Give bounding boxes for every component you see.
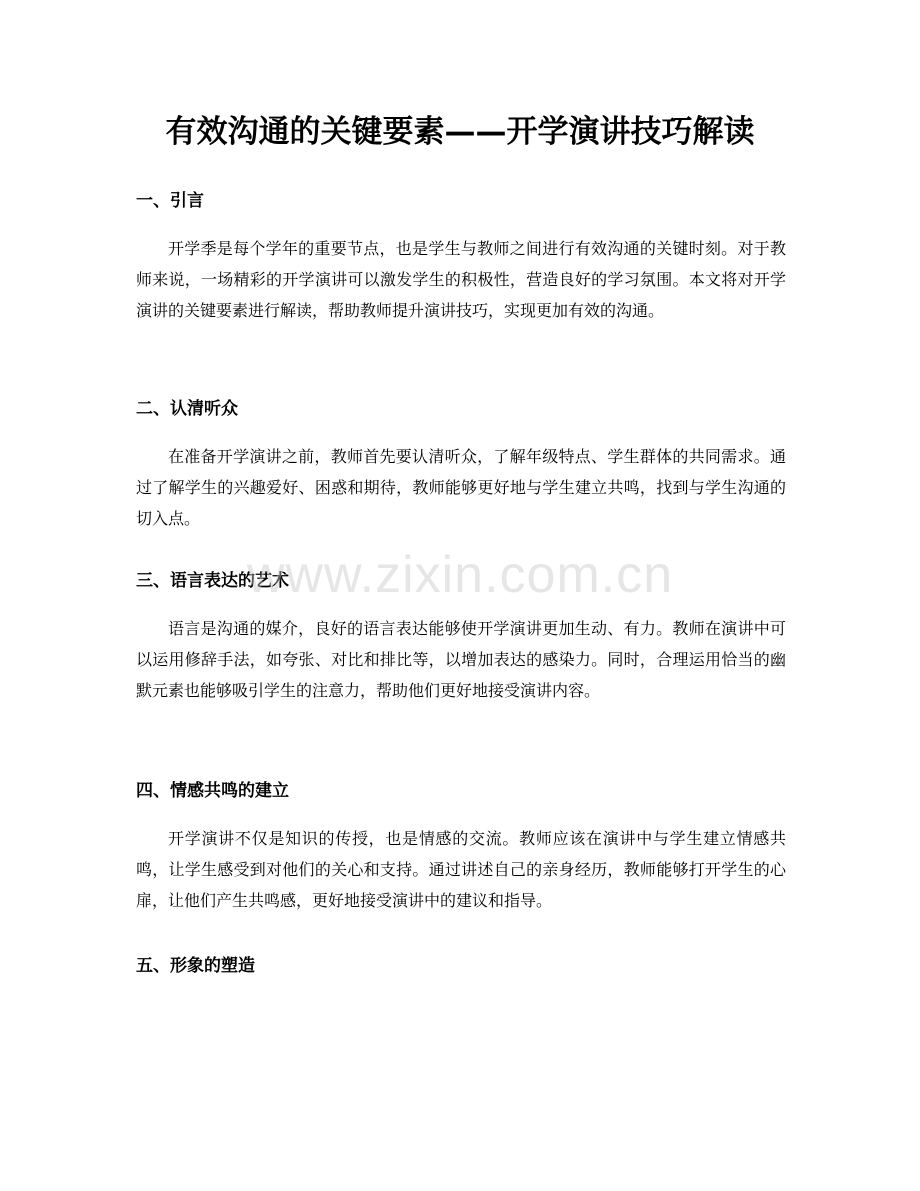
section-paragraph-emotion: 开学演讲不仅是知识的传授，也是情感的交流。教师应该在演讲中与学生建立情感共鸣，让学生感受到对他们的关心和支持。通过讲述自己的亲身经历，教师能够打开学生的心扉，让他们产生共鸣感，更好地接受演讲中的建议和指导。: [136, 829, 786, 910]
section-heading-intro: 一、引言: [136, 191, 204, 211]
section-heading-audience: 二、认清听众: [136, 399, 238, 419]
watermark: www.zixin.com.cn: [246, 546, 674, 604]
section-heading-language: 三、语言表达的艺术: [136, 571, 289, 591]
section-paragraph-intro: 开学季是每个学年的重要节点，也是学生与教师之间进行有效沟通的关键时刻。对于教师来说，一场精彩的开学演讲可以激发学生的积极性，营造良好的学习氛围。本文将对开学演讲的关键要素进行解读，帮助教师提升演讲技巧，实现更加有效的沟通。: [136, 239, 786, 320]
section-heading-emotion: 四、情感共鸣的建立: [136, 781, 289, 801]
section-paragraph-language: 语言是沟通的媒介，良好的语言表达能够使开学演讲更加生动、有力。教师在演讲中可以运用修辞手法，如夸张、对比和排比等，以增加表达的感染力。同时，合理运用恰当的幽默元素也能够吸引学生的注意力，帮助他们更好地接受演讲内容。: [136, 619, 786, 700]
document-title: 有效沟通的关键要素——开学演讲技巧解读: [165, 114, 755, 150]
section-heading-image: 五、形象的塑造: [136, 956, 255, 976]
section-paragraph-audience: 在准备开学演讲之前，教师首先要认清听众，了解年级特点、学生群体的共同需求。通过了解学生的兴趣爱好、困惑和期待，教师能够更好地与学生建立共鸣，找到与学生沟通的切入点。: [136, 447, 786, 528]
